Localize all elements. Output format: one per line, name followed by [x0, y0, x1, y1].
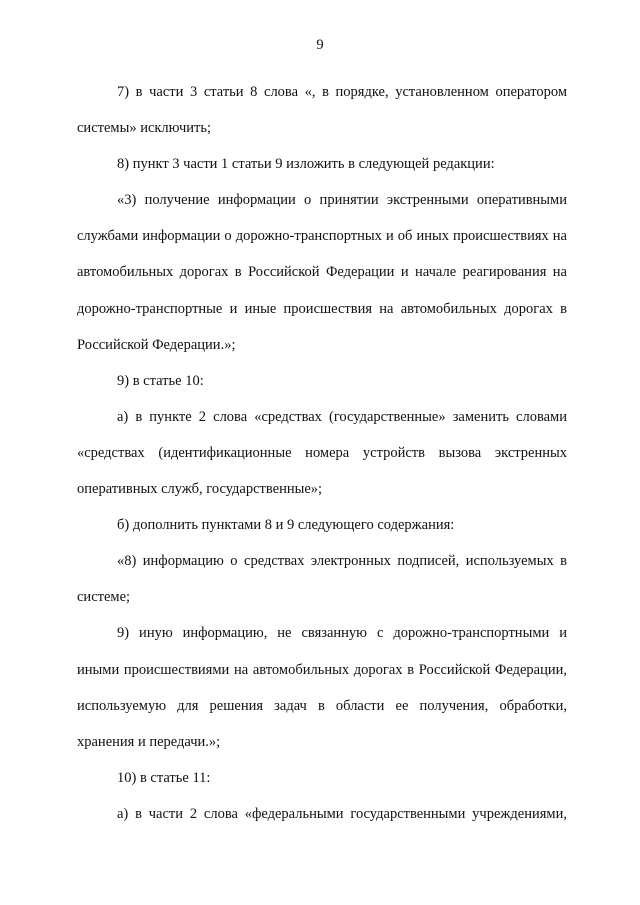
paragraph-subitem-a: а) в пункте 2 слова «средствах (государственные» заменить словами «средствах (идентификационные номера устройств вызова экстренных оперативных служб, государственные»;: [77, 408, 567, 498]
paragraph-subitem-b: б) дополнить пунктами 8 и 9 следующего содержания:: [117, 517, 455, 534]
paragraph-quoted-item-8: «8) информацию о средствах электронных подписей, используемых в системе;: [77, 553, 567, 606]
page-number: 9: [316, 37, 324, 53]
paragraph-item-10: 10) в статье 11:: [117, 769, 211, 786]
paragraph-quoted-item-9: 9) иную информацию, не связанную с дорожно-транспортными и иными происшествиями на автомобильных дорогах в Российской Федерации, используемую для решения задач в области ее получения, обработки, хранения и передачи.»;: [77, 625, 567, 750]
paragraph-item-9: 9) в статье 10:: [117, 372, 204, 389]
paragraph-subitem-a-continued: а) в части 2 слова «федеральными государственными учреждениями,: [117, 805, 567, 822]
document-body: [77, 74, 567, 832]
paragraph-item-7: 7) в части 3 статьи 8 слова «, в порядке, установленном оператором системы» исключить;: [77, 84, 567, 137]
paragraph-item-8: 8) пункт 3 части 1 статьи 9 изложить в следующей редакции:: [117, 156, 495, 173]
paragraph-quoted-item-3: «3) получение информации о принятии экстренными оперативными службами информации о дорожно-транспортных и об иных происшествиях на автомобильных дорогах в Российской Федерации и начале реагирования на дорожно-транспортные и иные происшествия на автомобильных дорогах в Российской Федерации.»;: [77, 192, 567, 353]
